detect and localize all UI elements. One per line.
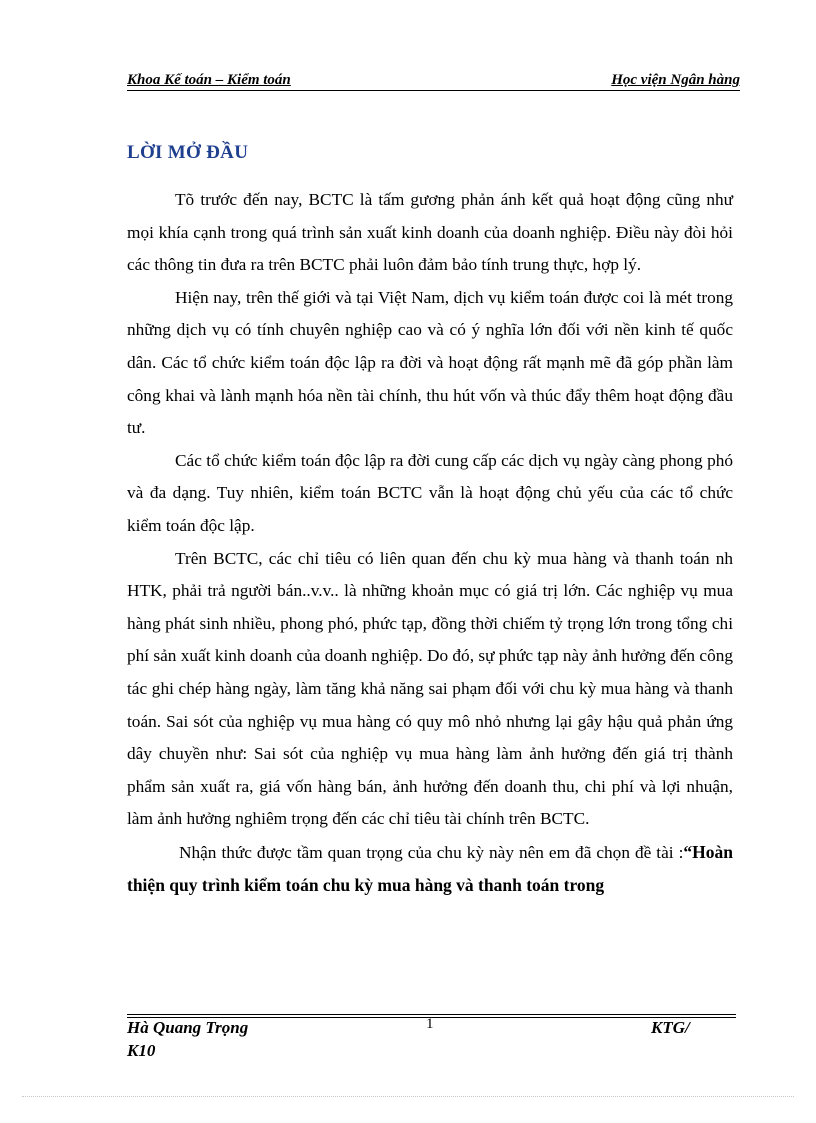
footer-divider-top xyxy=(127,1014,736,1015)
paragraph-4: Trên BCTC, các chỉ tiêu có liên quan đến chu kỳ mua hàng và thanh toán nh HTK, phải trả người bán..v.v.. là những khoản mục có giá trị lớn. Các nghiệp vụ mua hàng phát sinh nhiều, phong phó, phức tạp, đồng thời chiếm tỷ trọng lớn trong tổng chi phí sản xuất kinh doanh của doanh nghiệp. Do đó, sự phức tạp này ảnh hưởng đến công tác ghi chép hàng ngày, làm tăng khả năng sai phạm đối với chu kỳ mua hàng và thanh toán. Sai sót của nghiệp vụ mua hàng có quy mô nhỏ nhưng lại gây hậu quả phản ứng dây chuyền như: Sai sót của nghiệp vụ mua hàng làm ảnh hưởng đến giá trị thành phẩm sản xuất ra, giá vốn hàng bán, ảnh hưởng đến doanh thu, chi phí và lợi nhuận, làm ảnh hưởng nghiêm trọng đến các chỉ tiêu tài chính trên BCTC. xyxy=(127,548,733,829)
footer-class-code: K10 xyxy=(127,1041,156,1060)
paragraph-1: Tõ trước đến nay, BCTC là tấm gương phản ánh kết quả hoạt động cũng như mọi khía cạnh trong quá trình sản xuất kinh doanh của doanh nghiệp. Điều này đòi hỏi các thông tin đưa ra trên BCTC phải luôn đảm bảo tính trung thực, hợp lý. xyxy=(127,190,733,275)
footer-page-number: 1 xyxy=(426,1016,434,1032)
footer-code: KTG/ xyxy=(651,1018,690,1037)
thesis-intro: Nhận thức được tầm quan trọng của chu kỳ này nên em đã chọn đề tài : xyxy=(179,842,684,862)
header-faculty: Khoa Kế toán – Kiểm toán xyxy=(127,72,291,88)
document-title: LỜI MỞ ĐẦU xyxy=(127,142,249,163)
paragraph-3: Các tổ chức kiểm toán độc lập ra đời cung cấp các dịch vụ ngày càng phong phó và đa dạng. Tuy nhiên, kiểm toán BCTC vẫn là hoạt động chủ yếu của các tổ chức kiểm toán độc lập. xyxy=(127,450,733,535)
header-institution: Học viện Ngân hàng xyxy=(611,72,740,88)
footer-author: Hà Quang Trọng xyxy=(127,1018,249,1037)
paragraph-2: Hiện nay, trên thế giới và tại Việt Nam, dịch vụ kiểm toán được coi là mét trong những dịch vụ có tính chuyên nghiệp cao và có ý nghĩa lớn đối với nền kinh tế quốc dân. Các tổ chức kiểm toán độc lập ra đời và hoạt động rất mạnh mẽ đã góp phần làm công khai và lành mạnh hóa nền tài chính, thu hút vốn và thúc đẩy thêm hoạt động đầu tư. xyxy=(127,287,733,438)
page-edge-divider xyxy=(22,1096,794,1097)
thesis-title: “Hoàn thiện quy trình kiểm toán chu kỳ mua hàng và thanh toán trong xyxy=(127,841,733,896)
page-header xyxy=(127,70,740,91)
thesis-paragraph xyxy=(127,836,733,903)
document-body xyxy=(127,184,733,903)
